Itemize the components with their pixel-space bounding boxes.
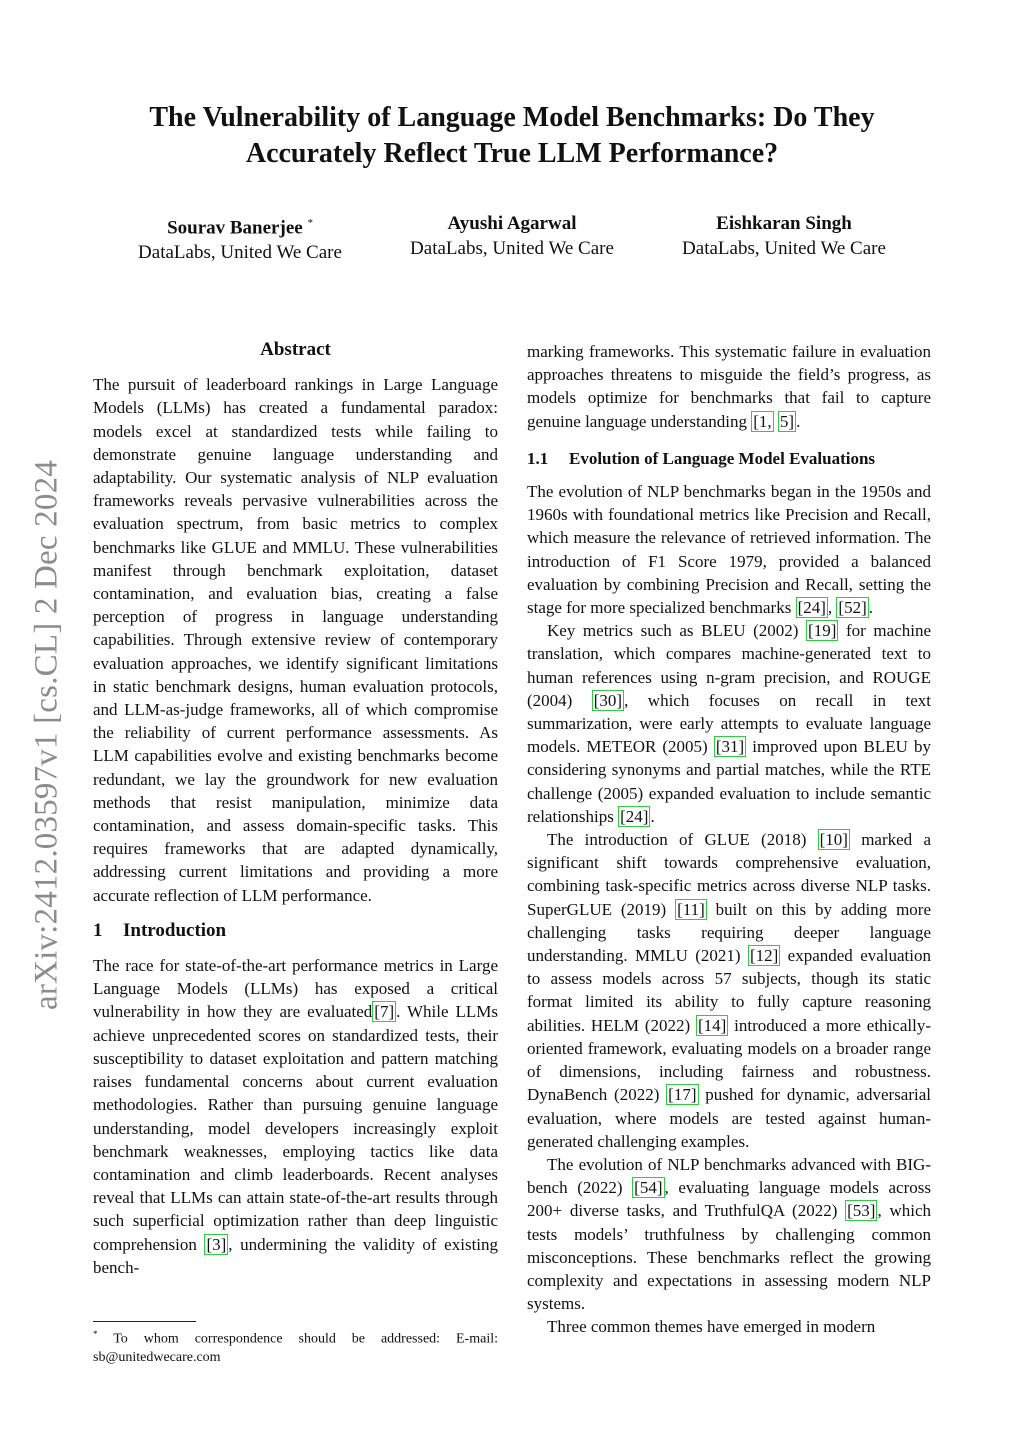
paragraph-text: .: [796, 411, 801, 431]
section-heading: [93, 919, 498, 942]
paragraph-text: , undermining the validity of existing bench-: [93, 1234, 499, 1277]
author-affiliation: DataLabs, United We Care: [410, 238, 614, 259]
body-paragraph: [527, 828, 931, 1153]
body-paragraph: [527, 1153, 931, 1315]
author-affiliation: DataLabs, United We Care: [138, 242, 342, 264]
citation-link[interactable]: 5]: [779, 411, 795, 431]
paragraph-text: The introduction of GLUE (2018): [547, 830, 818, 850]
citation-link[interactable]: [31]: [715, 737, 745, 757]
paragraph-text: , evaluating language models across 200+ diverse tasks, and TruthfulQA (2022): [527, 1178, 931, 1221]
paragraph-text: pushed for dynamic, adversarial evaluation, where models are tested against human-generated challenging examples.: [527, 1085, 932, 1151]
footnote-mark: *: [93, 1329, 98, 1339]
citation-link[interactable]: [3]: [206, 1234, 227, 1254]
author-affiliation: DataLabs, United We Care: [682, 238, 886, 259]
body-paragraph: [527, 619, 931, 828]
citation-link[interactable]: [17]: [668, 1085, 697, 1105]
citation-link[interactable]: [1,: [753, 411, 772, 431]
paragraph-text: marked a significant shift towards comprehensive evaluation, combining task-specific metrics across diverse NLP tasks. SuperGLUE (2019): [527, 830, 931, 919]
paragraph-text: . While LLMs achieve unprecedented scores on standardized tests, their susceptibility to dataset exploitation and pattern matching raises fundamental concerns about current evaluation methodologies. Rather than pursuing genuine language understanding, model developers increasingly exploit benchmark weaknesses, employing tactics like data contamination and climb leaderboards. Recent analyses reveal that LLMs can attain state-of-the-art results through such superficial optimization rather than deep linguistic comprehension: [93, 1002, 498, 1254]
paper-title: [80, 100, 944, 172]
citation-link[interactable]: [30]: [593, 690, 623, 710]
citation-link[interactable]: [12]: [749, 946, 779, 966]
section-number: 1: [93, 919, 103, 941]
citation-link[interactable]: [14]: [698, 1015, 727, 1035]
paragraph-text: expanded evaluation to assess models across 57 subjects, though its static format limited its ability to fully capture reasoning abilities. HELM (2022): [527, 946, 931, 1035]
subsection-number: 1.1: [527, 448, 549, 468]
paragraph-text: The evolution of NLP benchmarks began in the 1950s and 1960s with foundational metrics like Precision and Recall, which measure the relevance of retrieved information. The introduction of F1 Score 1979, provided a balanced evaluation by combining Precision and Recall, setting the stage for more specialized benchmarks: [527, 482, 931, 618]
title-line-2: Accurately Reflect True LLM Performance?: [245, 138, 779, 169]
body-paragraph: [527, 480, 931, 619]
footnote-rule: [93, 1321, 196, 1322]
paragraph-text: Key metrics such as BLEU (2002): [547, 621, 807, 641]
footnote-text: To whom correspondence should be addressed: E-mail: sb@unitedwecare.com: [93, 1331, 498, 1365]
abstract-heading: Abstract: [260, 339, 331, 360]
paragraph-text: introduced a more ethically-oriented framework, evaluating models on a broader range of dimensions, including fairness and robustness. DynaBench (2022): [527, 1015, 931, 1105]
author-name: Ayushi Agarwal: [447, 213, 577, 234]
body-paragraph: Three common themes have emerged in modern: [547, 1317, 876, 1337]
citation-link[interactable]: [53]: [847, 1201, 876, 1221]
paragraph-text: ,: [827, 598, 837, 618]
paragraph-text: built on this by adding more challenging tasks requiring deeper language understanding. MMLU (2021): [527, 899, 931, 966]
author-block: [110, 211, 370, 265]
author-name: Eishkaran Singh: [716, 213, 852, 234]
intro-paragraph-continued: [527, 340, 931, 433]
right-column: [527, 340, 931, 1339]
subsection-title: Evolution of Language Model Evaluations: [569, 448, 876, 468]
citation-link[interactable]: [10]: [819, 830, 848, 850]
paragraph-text: for machine translation, which compares machine-generated text to human references using n-gram precision, and ROUGE (2004): [527, 621, 931, 710]
abstract-text: The pursuit of leaderboard rankings in Large Language Models (LLMs) has created a fundamental paradox: models excel at standardized tests while failing to demonstrate genuine language understanding and adaptability. Our systematic analysis of NLP evaluation frameworks reveals pervasive vulnerabilities across the evaluation spectrum, from basic metrics to complex benchmarks like GLUE and MMLU. These vulnerabilities manifest through benchmark exploitation, dataset contamination, and evaluation bias, creating a false perception of progress in language understanding capabilities. Through extensive review of contemporary evaluation approaches, we identify significant limitations in static benchmark designs, human evaluation protocols, and LLM-as-judge frameworks, all of which compromise the reliability of current performance assessments. As LLM capabilities evolve and existing benchmarks become redundant, we lay the groundwork for new evaluation methods that resist manipulation, minimize data contamination, and assess domain-specific tasks. This requires frameworks that are adapted dynamically, addressing current limitations and providing a more accurate reflection of LLM performance.: [93, 375, 498, 905]
citation-link[interactable]: [11]: [677, 899, 705, 919]
paragraph-text: .: [650, 806, 655, 826]
author-block: [382, 211, 642, 261]
paragraph-text: , which tests models’ truthfulness by challenging common misconceptions. These benchmarks reflect the growing complexity and expectations in assessing modern NLP systems.: [527, 1201, 931, 1314]
intro-paragraph: [93, 954, 498, 1279]
paragraph-text: The race for state-of-the-art performance metrics in Large Language Models (LLMs) has exposed a critical vulnerability in how they are evaluated: [93, 956, 498, 1022]
citation-link[interactable]: [54]: [634, 1178, 663, 1198]
citation-link[interactable]: [24]: [797, 598, 826, 618]
paragraph-text: , which focuses on recall in text summarization, were early attempts to evaluate language models. METEOR (2005): [527, 690, 931, 757]
author-name: Sourav Banerjee: [167, 217, 303, 239]
citation-link[interactable]: [7]: [374, 1002, 395, 1022]
section-title: Introduction: [123, 919, 227, 941]
paragraph-text: The evolution of NLP benchmarks advanced with BIG-bench (2022): [527, 1154, 931, 1198]
paragraph-text: improved upon BLEU by considering synonyms and partial matches, while the RTE challenge (2005) expanded evaluation to include semantic relationships: [527, 737, 931, 826]
left-column: [93, 338, 498, 1279]
citation-link[interactable]: [52]: [838, 598, 867, 618]
citation-link[interactable]: [24]: [620, 806, 649, 826]
subsection-heading: [527, 447, 931, 470]
paragraph-text: .: [868, 598, 873, 618]
title-line-1: The Vulnerability of Language Model Benchmarks: Do They: [149, 102, 875, 133]
citation-link[interactable]: [19]: [808, 621, 837, 641]
author-footnote-mark: *: [307, 217, 313, 229]
footnote: [93, 1325, 498, 1367]
paragraph-text: marking frameworks. This systematic failure in evaluation approaches threatens to misguide the field’s progress, as models optimize for benchmarks that fail to capture genuine language understanding: [527, 342, 931, 431]
arxiv-side-stamp: arXiv:2412.03597v1 [cs.CL] 2 Dec 2024: [28, 460, 65, 1010]
author-block: [654, 211, 914, 261]
